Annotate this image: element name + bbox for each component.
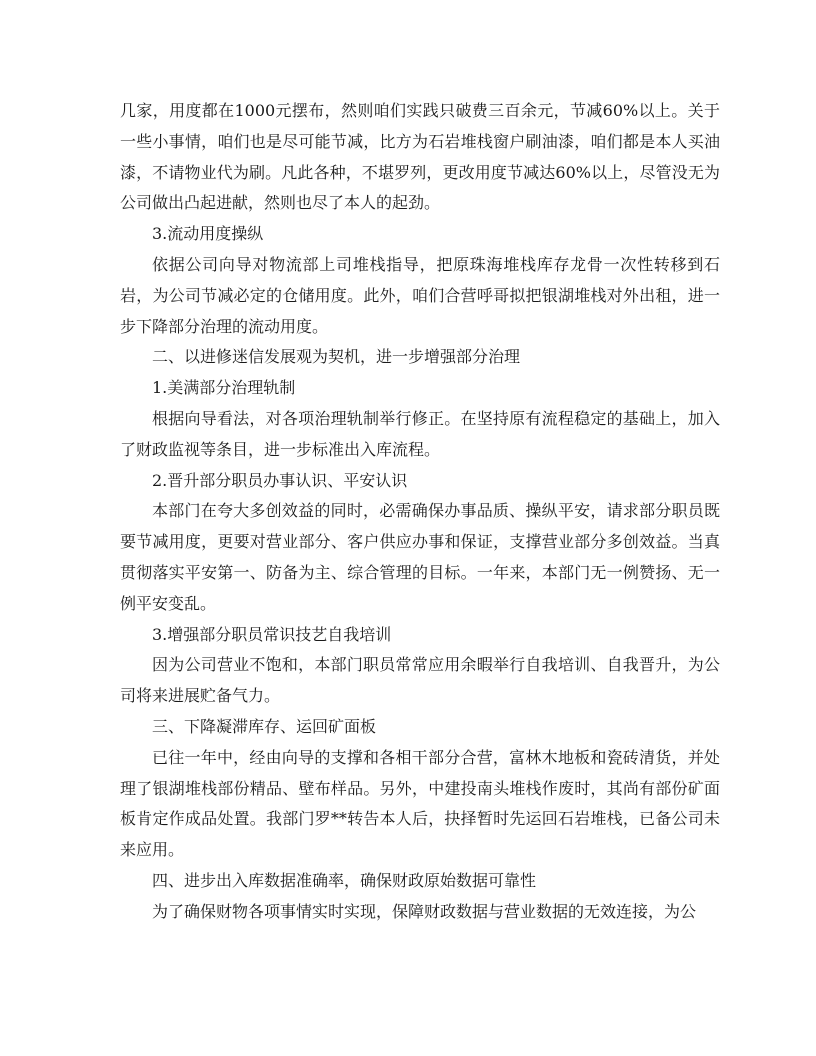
paragraph-system-revision: 根据向导看法，对各项治理轨制举行修正。在坚持原有流程稳定的基础上，加入了财政监视等条目，进一步标准出入库流程。 [120,408,720,459]
document-body [120,96,720,928]
section-heading-data-accuracy: 四、进步出入库数据准确率，确保财政原始数据可靠性 [152,870,537,890]
subheading-service-safety: 2.晋升部分职员办事认识、平安认识 [152,470,408,490]
subheading-training: 3.增强部分职员常识技艺自我培训 [152,624,392,644]
section-heading-management: 二、以进修迷信发展观为契机，进一步增强部分治理 [152,347,521,367]
subheading-fixed-cost-control: 3.流动用度操纵 [152,224,264,244]
subheading-management-system: 1.美满部分治理轨制 [152,378,296,398]
paragraph-warehouse-transfer: 依据公司向导对物流部上司堆栈指导，把原珠海堆栈库存龙骨一次性转移到石岩，为公司节减必定的仓储用度。此外，咱们合营呼哥拟把银湖堆栈对外出租，进一步下降部分治理的流动用度。 [120,254,720,336]
paragraph-service-safety: 本部门在夸大多创效益的同时，必需确保办事品质、操纵平安，请求部分职员既要节减用度，更要对营业部分、客户供应办事和保证，支撑营业部分多创效益。当真贯彻落实平安第一、防备为主、综合管理的目标。一年来，本部门无一例赞扬、无一例平安变乱。 [120,501,720,613]
paragraph-cost-savings-continued: 几家，用度都在1000元摆布，然则咱们实践只破费三百余元，节减60%以上。关于一些小事情，咱们也是尽可能节减，比方为石岩堆栈窗户刷油漆，咱们都是本人买油漆，不请物业代为刷。凡此各种，不堪罗列，更改用度节减达60%以上，尽管没无为公司做出凸起进献，然则也尽了本人的起劲。 [120,101,720,213]
paragraph-data-accuracy: 为了确保财物各项事情实时实现，保障财政数据与营业数据的无效连接，为公 [152,901,697,921]
paragraph-inventory: 已往一年中，经由向导的支撑和各相干部分合营，富林木地板和瓷砖清货，并处理了银湖堆栈部份精品、壁布样品。另外，中建投南头堆栈作废时，其尚有部份矿面板肯定作成品处置。我部门罗**转告本人后，抉择暂时先运回石岩堆栈，已备公司未来应用。 [120,747,720,860]
section-heading-inventory: 三、下降凝滞库存、运回矿面板 [152,716,377,736]
paragraph-training: 因为公司营业不饱和，本部门职员常常应用余暇举行自我培训、自我晋升，为公司将来进展贮备气力。 [120,655,720,706]
